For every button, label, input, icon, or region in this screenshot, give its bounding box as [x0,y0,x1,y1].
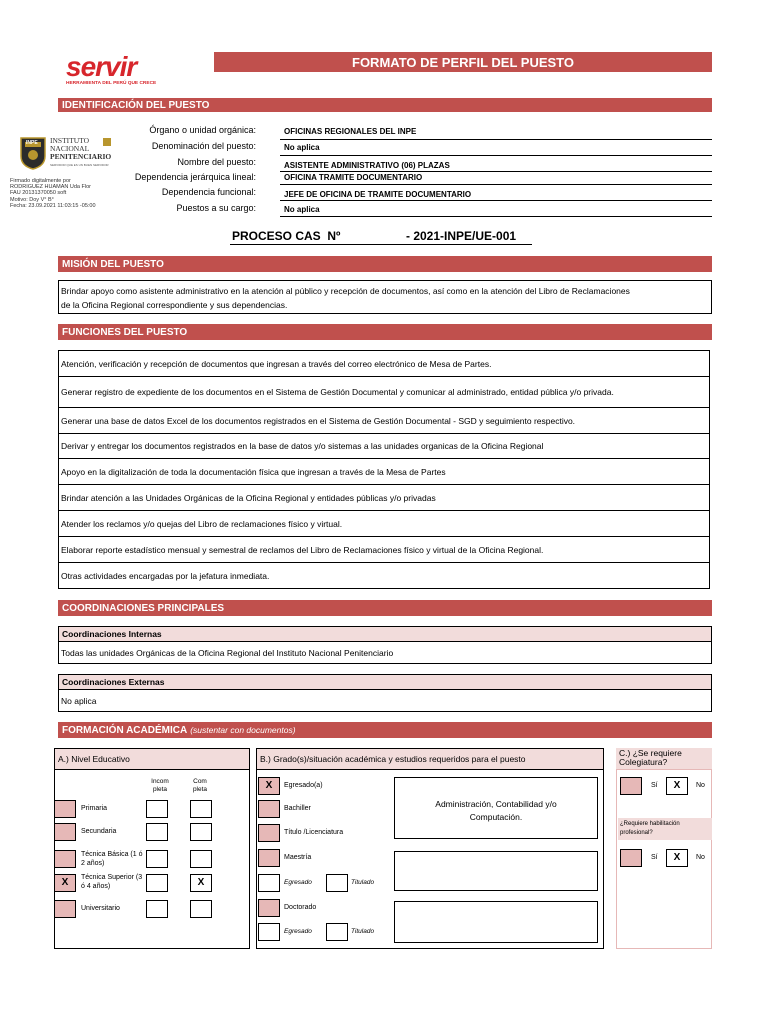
field-underline [280,216,712,217]
funcion-item: Atender los reclamos y/o quejas del Libro de reclamaciones físico y virtual. [58,510,710,537]
col-completa-label [190,778,210,794]
funcion-item: Generar una base de datos Excel de los documentos registrados en el Sistema de Gestión Documental - SGD y seguimiento respectivo. [58,407,710,434]
formacion-header [58,722,712,738]
colegiatura-label-line: Colegiatura? [619,757,668,767]
funcion-item: Atención, verificación y recepción de documentos que ingresan a través del correo electrónico de Mesa de Partes. [58,350,710,377]
coordinaciones-internas-label [58,626,712,642]
field-underline [280,155,712,156]
grado-maestria-titulado-label: Titulado [351,879,375,886]
firma-line: Motivo: Doy V° B° [10,196,54,203]
nivel-primaria-label: Primaria [81,805,108,812]
habilitacion-label-line: profesional? [620,830,653,836]
colegiatura-label-line: C.) ¿Se requiere [619,748,682,758]
grado-maestria-label: Maestría [284,854,312,861]
field-underline [280,200,712,201]
servir-logo [66,52,181,92]
inpe-line2: NACIONAL [50,144,90,153]
funciones-header-text: FUNCIONES DEL PUESTO [62,326,188,338]
col-incompleta-line: pleta [152,786,168,793]
inpe-line3: PENITENCIARIO [50,152,112,161]
field-value-denominacion: No aplica [284,143,320,152]
colegiatura-si-label: Sí [651,782,658,789]
grado-doctorado-titulado-label: Titulado [351,928,375,935]
nivel-universitario-checkbox[interactable] [54,900,76,918]
coordinaciones-internas-value: Todas las unidades Orgánicas de la Oficina Regional del Instituto Nacional Penitenciario [61,647,394,658]
coordinaciones-externas-label-text: Coordinaciones Externas [62,677,165,687]
nivel-universitario-incompleta[interactable] [146,900,168,918]
field-label-organo: Órgano o unidad orgánica: [149,125,256,135]
firma-line: Fecha: 23.09.2021 11:03:15 -05:00 [10,202,96,209]
funcion-item: Brindar atención a las Unidades Orgánicas de la Oficina Regional y entidades públicas y/o privadas [58,484,710,511]
grado-estudios-line: Administración, Contabilidad y/o [435,799,557,809]
funcion-item: Derivar y entregar los documentos registrados en la base de datos y/o sistemas a las unidades organicas de la Oficina Regional [58,433,710,459]
nivel-primaria-completa[interactable] [190,800,212,818]
grado-bachiller-label: Bachiller [284,805,311,812]
nivel-tecnica-superior-completa[interactable]: X [190,874,212,892]
nivel-tecnica-superior-label: Técnica Superior (3 ó 4 años) [81,874,143,890]
mision-text-line: Brindar apoyo como asistente administrativo en la atención al público y recepción de documentos, así como en la atención del Libro de Reclamaciones [61,286,630,296]
formacion-header-note: (sustentar con documentos) [190,725,296,735]
habilitacion-si-label: Sí [651,854,658,861]
col-incompleta-label [150,778,170,794]
identificacion-header-text: IDENTIFICACIÓN DEL PUESTO [62,99,210,111]
colegiatura-no-label: No [696,782,705,789]
col-completa-line: pleta [192,786,208,793]
grado-doctorado-box[interactable] [394,901,598,943]
nivel-tecnica-basica-incompleta[interactable] [146,850,168,868]
grado-label: B.) Grado(s)/situación académica y estudios requeridos para el puesto [260,754,526,764]
mision-header-text: MISIÓN DEL PUESTO [62,258,164,270]
funcion-item: Generar registro de expediente de los documentos en el Sistema de Gestión Documental y comunicar al administrado, entidad pública y/o privada. [58,376,710,408]
field-value-organo: OFICINAS REGIONALES DEL INPE [284,127,417,136]
grado-titulo-checkbox[interactable] [258,824,280,842]
grado-estudios-line: Computación. [469,812,523,822]
mision-text-line: de la Oficina Regional correspondiente y sus dependencias. [61,300,288,310]
coordinaciones-header [58,600,712,616]
field-underline [280,184,712,185]
nivel-secundaria-completa[interactable] [190,823,212,841]
grado-maestria-checkbox[interactable] [258,849,280,867]
habilitacion-no-checkbox[interactable]: X [666,849,688,867]
nivel-tecnica-basica-checkbox[interactable] [54,850,76,868]
funcion-item: Apoyo en la digitalización de toda la documentación física que ingresan a través de la Mesa de Partes [58,458,710,485]
field-label-puestos-cargo: Puestos a su cargo: [176,203,256,213]
funcion-item: Otras actividades encargadas por la jefatura inmediata. [58,562,710,589]
grado-titulo-label: Título /Licenciatura [284,829,344,836]
servir-logo-text: servir [66,51,137,82]
nivel-tecnica-basica-label: Técnica Básica (1 ó 2 años) [81,851,143,867]
habilitacion-label-line: ¿Requiere habilitación [620,821,680,827]
nivel-secundaria-incompleta[interactable] [146,823,168,841]
grado-maestria-box[interactable] [394,851,598,891]
identificacion-header [58,98,712,112]
nivel-secundaria-label: Secundaria [81,828,117,835]
grado-estudios-box [394,777,598,839]
mision-box [58,280,712,314]
mision-header [58,256,712,272]
col-completa-line: Com [193,778,207,785]
firma-line: FAU 20131370050 soft [10,190,67,197]
field-underline [280,139,712,140]
nivel-educativo-header [54,748,250,770]
servir-tagline: HERRAMIENTA DEL PERÚ QUE CRECE [66,81,157,86]
field-label-dependencia-funcional: Dependencia funcional: [161,187,256,197]
habilitacion-header [618,818,712,840]
field-value-dependencia-jerarquica: OFICINA TRAMITE DOCUMENTARIO [284,173,423,182]
nivel-primaria-incompleta[interactable] [146,800,168,818]
page-title [214,52,712,72]
nivel-educativo-label: A.) Nivel Educativo [58,754,130,764]
col-incompleta-line: Incom [151,778,169,785]
grado-egresado-label: Egresado(a) [284,782,323,789]
habilitacion-si-checkbox[interactable] [620,849,642,867]
field-value-dependencia-funcional: JEFE DE OFICINA DE TRAMITE DOCUMENTARIO [284,190,472,199]
grado-maestria-egresado-label: Egresado [284,879,312,886]
formacion-header-text: FORMACIÓN ACADÉMICA [62,724,188,736]
proceso-underline [230,244,532,245]
coordinaciones-externas-box [58,689,712,712]
nivel-primaria-checkbox[interactable] [54,800,76,818]
coordinaciones-header-text: COORDINACIONES PRINCIPALES [62,602,225,614]
firma-line: Firmado digitalmente por [10,178,71,184]
colegiatura-si-checkbox[interactable] [620,777,642,795]
funciones-header [58,324,712,340]
inpe-abbr: INPE [26,140,38,146]
nivel-tecnica-superior-incompleta[interactable] [146,874,168,892]
inpe-line4: SERVIDOR QUE ES UN BUEN SERVIDOR [50,163,109,167]
nivel-universitario-completa[interactable] [190,900,212,918]
nivel-secundaria-checkbox[interactable] [54,823,76,841]
grado-maestria-egresado-checkbox[interactable] [258,874,280,892]
grado-doctorado-titulado-checkbox[interactable] [326,923,348,941]
field-value-nombre: ASISTENTE ADMINISTRATIVO (06) PLAZAS [284,161,450,170]
coordinaciones-internas-box [58,641,712,664]
page-title-text: FORMATO DE PERFIL DEL PUESTO [352,54,574,70]
proceso-cas-suffix: - 2021-INPE/UE-001 [406,229,517,243]
field-label-nombre: Nombre del puesto: [177,157,256,167]
nivel-tecnica-basica-completa[interactable] [190,850,212,868]
proceso-cas-prefix: PROCESO CAS Nº [232,229,341,243]
coordinaciones-externas-value: No aplica [61,695,97,706]
field-label-dependencia-jerarquica: Dependencia jerárquica lineal: [134,172,256,182]
nivel-universitario-label: Universitario [81,905,120,912]
coordinaciones-internas-label-text: Coordinaciones Internas [62,629,162,639]
nivel-tecnica-superior-checkbox[interactable]: X [54,874,76,892]
grado-doctorado-checkbox[interactable] [258,899,280,917]
grado-bachiller-checkbox[interactable] [258,800,280,818]
grado-maestria-titulado-checkbox[interactable] [326,874,348,892]
field-underline [280,171,712,172]
field-value-puestos-cargo: No aplica [284,205,320,214]
grado-egresado-checkbox[interactable]: X [258,777,280,795]
inpe-line1: INSTITUTO [50,136,90,145]
grado-doctorado-egresado-checkbox[interactable] [258,923,280,941]
grado-doctorado-egresado-label: Egresado [284,928,312,935]
grado-header [256,748,604,770]
field-label-denominacion: Denominación del puesto: [151,141,256,151]
colegiatura-header [616,748,712,770]
grado-doctorado-label: Doctorado [284,904,317,911]
funcion-item: Elaborar reporte estadístico mensual y semestral de reclamos del Libro de Reclamaciones físico y virtual de la Oficina Regional. [58,536,710,563]
habilitacion-no-label: No [696,854,705,861]
firma-line: RODRIGUEZ HUAMAN Uda Flor [10,184,91,191]
colegiatura-no-checkbox[interactable]: X [666,777,688,795]
coordinaciones-externas-label [58,674,712,690]
